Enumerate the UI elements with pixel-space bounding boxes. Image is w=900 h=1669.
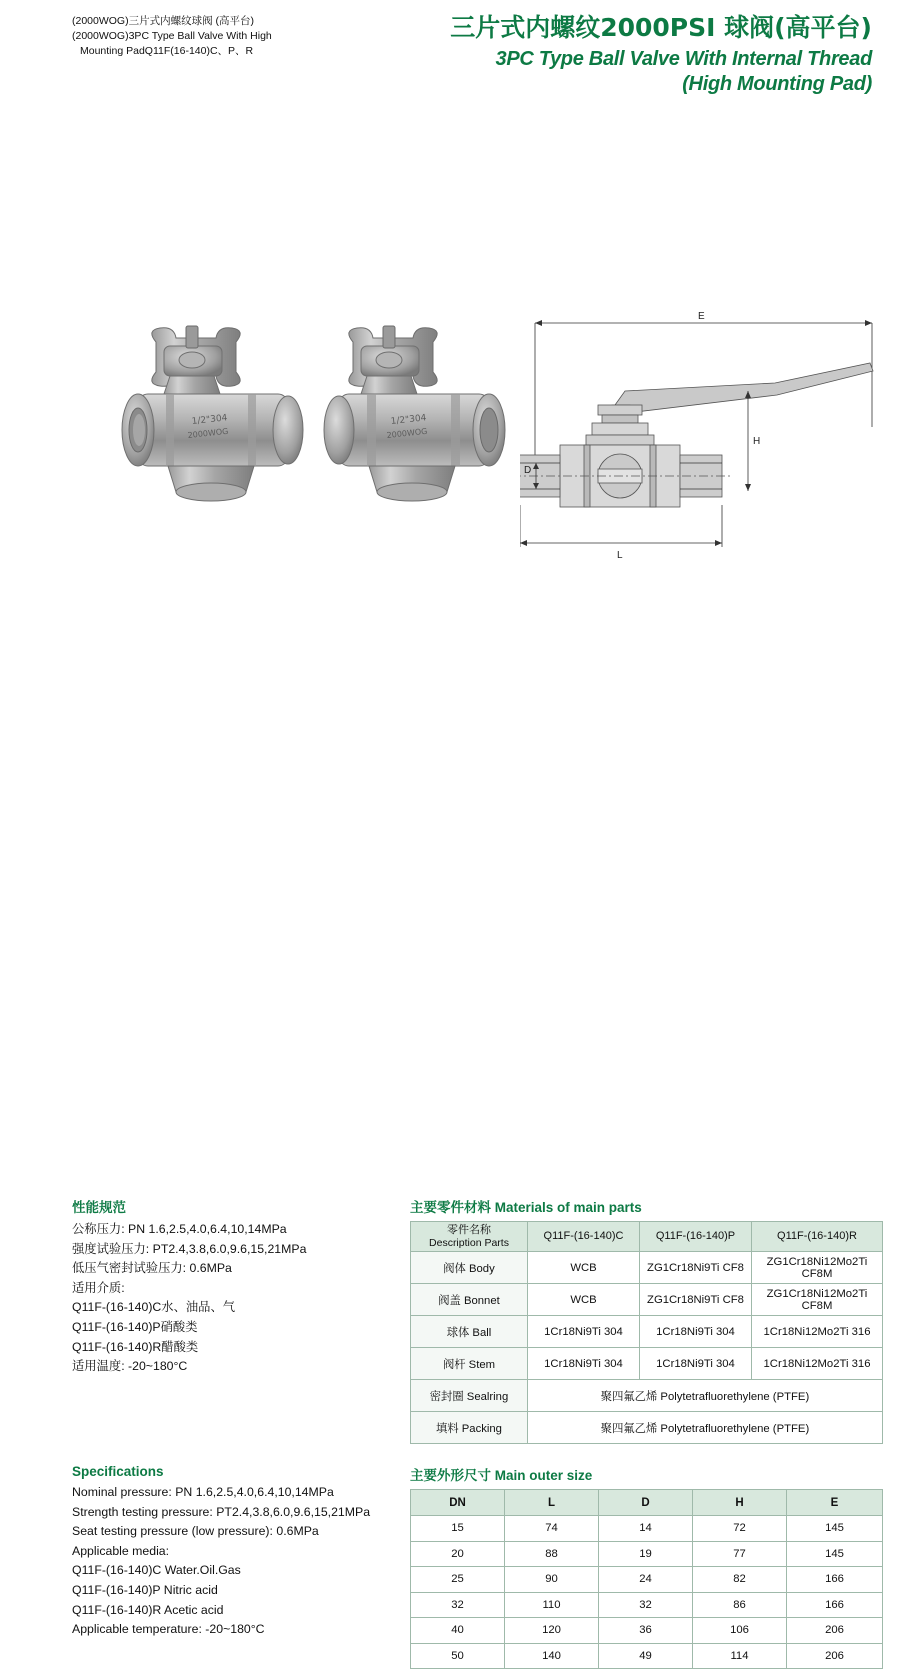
materials-header-col-r: Q11F-(16-140)R	[752, 1222, 883, 1252]
materials-cell-r: ZG1Cr18Ni12Mo2Ti CF8M	[752, 1284, 883, 1316]
materials-table-row	[411, 1316, 883, 1348]
product-images-band	[0, 130, 900, 600]
spec-cn-line: Q11F-(16-140)P硝酸类	[72, 1319, 198, 1334]
outer-size-cell-e: 145	[787, 1541, 883, 1567]
outer-size-header-d: D	[599, 1490, 693, 1516]
outer-size-row	[411, 1567, 883, 1593]
materials-table-row	[411, 1284, 883, 1316]
outer-size-row	[411, 1541, 883, 1567]
materials-part-name: 阀体 Body	[411, 1252, 528, 1284]
materials-table	[410, 1221, 883, 1444]
valve-photo-left	[108, 320, 338, 520]
outer-size-table	[410, 1489, 883, 1669]
materials-header-col-p: Q11F-(16-140)P	[640, 1222, 752, 1252]
outer-size-cell-h: 86	[693, 1592, 787, 1618]
materials-table-section	[410, 1196, 883, 1444]
outer-size-cell-d: 49	[599, 1643, 693, 1669]
outer-size-cell-d: 19	[599, 1541, 693, 1567]
outer-size-row	[411, 1643, 883, 1669]
outer-size-cell-dn: 20	[411, 1541, 505, 1567]
header-caption-line-2: (2000WOG)3PC Type Ball Valve With High	[72, 30, 272, 42]
outer-size-cell-l: 110	[505, 1592, 599, 1618]
materials-table-title: 主要零件材料 Materials of main parts	[410, 1200, 642, 1215]
materials-header-parts	[411, 1222, 528, 1252]
page-title-en-line-2: (High Mounting Pad)	[682, 73, 872, 95]
spec-en-line: Applicable temperature: -20~180°C	[72, 1622, 265, 1637]
outer-size-header-dn: DN	[411, 1490, 505, 1516]
dim-label-h: H	[753, 436, 761, 447]
svg-text:1/2"304: 1/2"304	[390, 413, 427, 427]
specifications-cn	[72, 1196, 392, 1377]
outer-size-cell-e: 145	[787, 1516, 883, 1542]
materials-cell-r: ZG1Cr18Ni12Mo2Ti CF8M	[752, 1252, 883, 1284]
materials-part-name: 密封圈 Sealring	[411, 1380, 528, 1412]
outer-size-row	[411, 1592, 883, 1618]
spec-en-line: Q11F-(16-140)C Water.Oil.Gas	[72, 1563, 241, 1578]
spec-cn-line: 公称压力: PN 1.6,2.5,4.0,6.4,10,14MPa	[72, 1222, 287, 1236]
outer-size-cell-l: 74	[505, 1516, 599, 1542]
outer-size-cell-e: 206	[787, 1618, 883, 1644]
header-caption-line-3: Mounting PadQ11F(16-140)C、P、R	[80, 45, 254, 57]
outer-size-cell-dn: 40	[411, 1618, 505, 1644]
spec-en-line: Seat testing pressure (low pressure): 0.6MPa	[72, 1524, 319, 1539]
materials-part-name: 填料 Packing	[411, 1412, 528, 1444]
outer-size-cell-dn: 32	[411, 1592, 505, 1618]
spec-cn-line: 强度试验压力: PT2.4,3.8,6.0,9.6,15,21MPa	[72, 1241, 307, 1256]
materials-cell-p: ZG1Cr18Ni9Ti CF8	[640, 1252, 752, 1284]
materials-table-row	[411, 1348, 883, 1380]
outer-size-cell-l: 120	[505, 1618, 599, 1644]
outer-size-cell-e: 166	[787, 1567, 883, 1593]
spec-en-line: Applicable media:	[72, 1543, 170, 1558]
materials-part-name: 球体 Ball	[411, 1316, 528, 1348]
svg-text:2000WOG: 2000WOG	[386, 426, 428, 440]
specifications-cn-title: 性能规范	[72, 1200, 126, 1215]
materials-table-row	[411, 1412, 883, 1444]
outer-size-cell-d: 14	[599, 1516, 693, 1542]
outer-size-header-l: L	[505, 1490, 599, 1516]
outer-size-cell-dn: 25	[411, 1567, 505, 1593]
outer-size-row	[411, 1618, 883, 1644]
outer-size-table-title: 主要外形尺寸 Main outer size	[410, 1468, 593, 1483]
spec-en-line: Nominal pressure: PN 1.6,2.5,4.0,6.4,10,14MPa	[72, 1485, 334, 1499]
outer-size-cell-h: 72	[693, 1516, 787, 1542]
outer-size-cell-d: 24	[599, 1567, 693, 1593]
technical-drawing	[520, 305, 880, 590]
header-caption-line-1: (2000WOG)三片式内螺纹球阀 (高平台)	[72, 15, 255, 27]
spec-en-line: Q11F-(16-140)P Nitric acid	[72, 1582, 218, 1597]
materials-cell-merged: 聚四氟乙烯 Polytetrafluorethylene (PTFE)	[528, 1380, 883, 1412]
spec-en-line: Strength testing pressure: PT2.4,3.8,6.0,9.6,15,21MPa	[72, 1504, 371, 1519]
materials-header-col-c: Q11F-(16-140)C	[528, 1222, 640, 1252]
outer-size-cell-e: 166	[787, 1592, 883, 1618]
materials-table-row	[411, 1380, 883, 1412]
outer-size-cell-h: 106	[693, 1618, 787, 1644]
spec-cn-line: 适用介质:	[72, 1280, 125, 1295]
outer-size-cell-l: 88	[505, 1541, 599, 1567]
header-left-caption	[72, 14, 362, 59]
materials-header-parts-cn: 零件名称	[447, 1223, 491, 1236]
materials-cell-r: 1Cr18Ni12Mo2Ti 316	[752, 1348, 883, 1380]
materials-cell-p: ZG1Cr18Ni9Ti CF8	[640, 1284, 752, 1316]
outer-size-cell-l: 90	[505, 1567, 599, 1593]
outer-size-header-row	[411, 1490, 883, 1516]
page-title-cn: 三片式内螺纹2000PSI 球阀(高平台)	[450, 13, 872, 42]
page-title	[450, 8, 872, 96]
spec-en-line: Q11F-(16-140)R Acetic acid	[72, 1602, 224, 1617]
materials-cell-r: 1Cr18Ni12Mo2Ti 316	[752, 1316, 883, 1348]
outer-size-header-h: H	[693, 1490, 787, 1516]
svg-text:1/2"304: 1/2"304	[191, 413, 228, 427]
materials-cell-p: 1Cr18Ni9Ti 304	[640, 1316, 752, 1348]
materials-cell-p: 1Cr18Ni9Ti 304	[640, 1348, 752, 1380]
materials-part-name: 阀盖 Bonnet	[411, 1284, 528, 1316]
spec-cn-line: Q11F-(16-140)C水、油品、气	[72, 1300, 236, 1315]
materials-header-parts-en: Description Parts	[429, 1236, 509, 1249]
outer-size-cell-l: 140	[505, 1643, 599, 1669]
page-title-en-line-1: 3PC Type Ball Valve With Internal Thread	[495, 48, 872, 70]
page-header	[0, 0, 900, 130]
specifications-en	[72, 1464, 392, 1640]
outer-size-cell-d: 36	[599, 1618, 693, 1644]
specifications-en-title: Specifications	[72, 1464, 164, 1479]
materials-part-name: 阀杆 Stem	[411, 1348, 528, 1380]
materials-table-header-row	[411, 1222, 883, 1252]
materials-cell-merged: 聚四氟乙烯 Polytetrafluorethylene (PTFE)	[528, 1412, 883, 1444]
outer-size-table-section	[410, 1464, 883, 1669]
dim-label-l: L	[617, 550, 623, 561]
materials-cell-c: 1Cr18Ni9Ti 304	[528, 1316, 640, 1348]
outer-size-cell-d: 32	[599, 1592, 693, 1618]
materials-cell-c: 1Cr18Ni9Ti 304	[528, 1348, 640, 1380]
outer-size-cell-h: 77	[693, 1541, 787, 1567]
outer-size-cell-h: 82	[693, 1567, 787, 1593]
materials-table-row	[411, 1252, 883, 1284]
outer-size-row	[411, 1516, 883, 1542]
outer-size-cell-dn: 15	[411, 1516, 505, 1542]
outer-size-cell-dn: 50	[411, 1643, 505, 1669]
outer-size-header-e: E	[787, 1490, 883, 1516]
dim-label-d: D	[524, 465, 532, 476]
svg-text:2000WOG: 2000WOG	[187, 426, 229, 440]
spec-cn-line: 适用温度: -20~180°C	[72, 1359, 188, 1374]
dim-label-e: E	[698, 311, 705, 322]
valve-photo-right	[305, 320, 535, 520]
outer-size-cell-e: 206	[787, 1643, 883, 1669]
spec-cn-line: Q11F-(16-140)R醋酸类	[72, 1339, 199, 1354]
spec-cn-line: 低压气密封试验压力: 0.6MPa	[72, 1261, 232, 1276]
outer-size-cell-h: 114	[693, 1643, 787, 1669]
materials-cell-c: WCB	[528, 1252, 640, 1284]
materials-cell-c: WCB	[528, 1284, 640, 1316]
